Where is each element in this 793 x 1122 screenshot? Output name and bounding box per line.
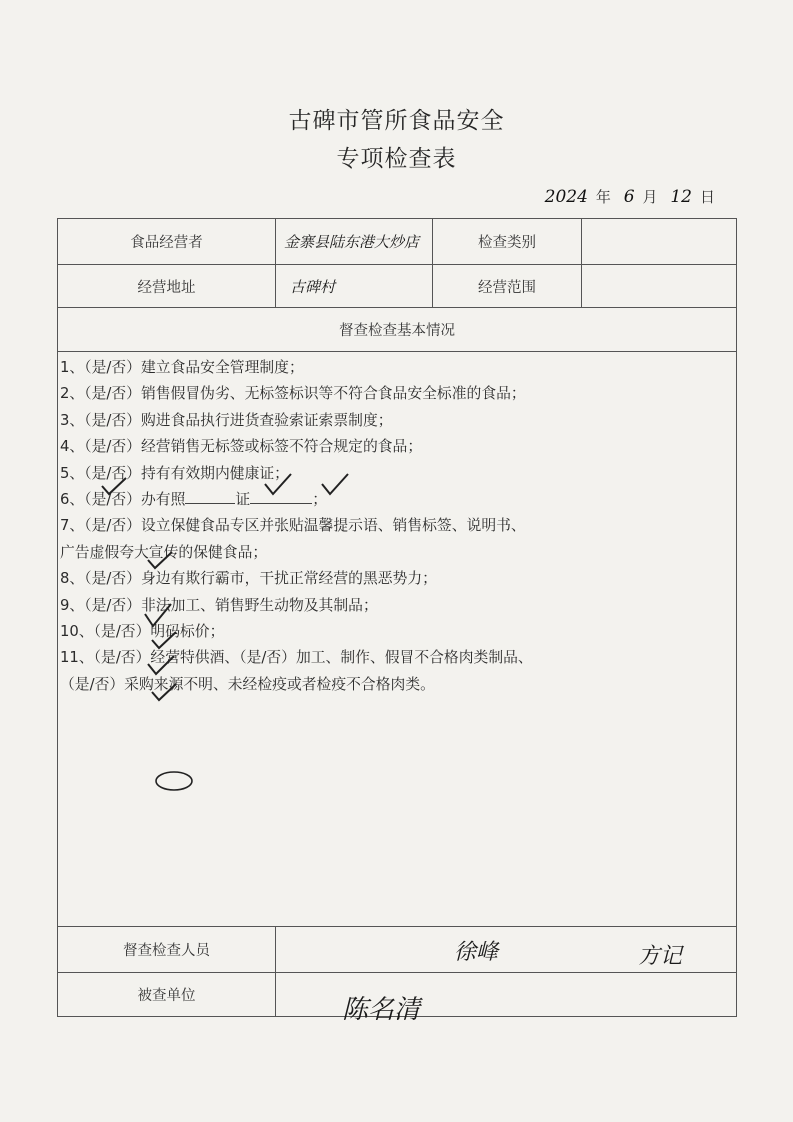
operator-label: 食品经营者	[58, 219, 276, 265]
category-value	[582, 219, 737, 265]
address-value-cell	[276, 265, 433, 308]
date-day: 12	[670, 187, 692, 207]
checklist-item-7b: 广告虚假夸大宣传的保健食品；	[60, 543, 268, 561]
item-6-text-c: ；	[312, 491, 328, 509]
item-6-blank-1	[185, 488, 235, 504]
checklist-item-4: 4、（是/否）经营销售无标签或标签不符合规定的食品；	[60, 438, 423, 456]
checklist-item-11a: 11、（是/否）经营特供酒、（是/否）加工、制作、假冒不合格肉类制品、	[60, 649, 533, 667]
operator-value-cell	[276, 219, 433, 265]
inspection-table	[57, 218, 737, 1025]
inspector-signature-cell	[276, 927, 737, 973]
checklist-cell	[58, 352, 737, 927]
category-label: 检查类别	[433, 219, 582, 265]
item-6-text-b: 证	[235, 491, 251, 509]
checklist-item-5: 5、（是/否）持有有效期内健康证；	[60, 464, 289, 482]
checklist-item-7a: 7、（是/否）设立保健食品专区并张贴温馨提示语、销售标签、说明书、	[60, 517, 526, 535]
date-month: 6	[623, 187, 635, 207]
operator-value: 金寨县陆东港大炒店	[284, 233, 420, 251]
form-date	[537, 186, 715, 207]
checklist-item-2: 2、（是/否）销售假冒伪劣、无标签标识等不符合食品安全标准的食品；	[60, 385, 526, 403]
handwritten-circle-mark	[154, 770, 194, 792]
checklist	[58, 352, 736, 698]
checklist-item-9: 9、（是/否）非法加工、销售野生动物及其制品；	[60, 596, 378, 614]
address-value: 古碑村	[290, 277, 336, 296]
checklist-item-11b: （是/否）采购来源不明、未经检疫或者检疫不合格肉类。	[60, 675, 435, 693]
inspected-unit-signature: 陈名清	[342, 995, 421, 1025]
date-year-unit: 年	[595, 188, 611, 206]
scope-label: 经营范围	[433, 265, 582, 308]
inspector-label: 督查检查人员	[58, 927, 276, 973]
date-month-unit: 月	[642, 188, 658, 206]
inspector-signature-2: 方记	[638, 944, 683, 969]
inspector-signature-1: 徐峰	[454, 940, 499, 965]
item-6-blank-2	[250, 488, 312, 504]
item-6-text-a: 6、（是/否）办有照	[60, 491, 186, 509]
checklist-item-6	[60, 487, 736, 513]
form-title-line2: 专项检查表	[336, 146, 457, 172]
date-day-unit: 日	[699, 188, 715, 206]
checklist-item-1: 1、（是/否）建立食品安全管理制度；	[60, 359, 304, 376]
checklist-item-10: 10、（是/否）明码标价；	[60, 623, 225, 641]
inspected-signature-cell	[276, 973, 737, 1025]
address-label: 经营地址	[58, 265, 276, 308]
section-title: 督查检查基本情况	[58, 308, 737, 352]
checklist-item-3: 3、（是/否）购进食品执行进货查验索证索票制度；	[60, 411, 393, 429]
checklist-item-8: 8、（是/否）身边有欺行霸市，干扰正常经营的黑恶势力；	[60, 570, 437, 588]
form-title-line1: 古碑市管所食品安全	[288, 108, 505, 134]
date-year: 2024	[544, 187, 588, 207]
scope-value	[582, 265, 737, 308]
inspected-unit-label: 被查单位	[58, 973, 276, 1017]
